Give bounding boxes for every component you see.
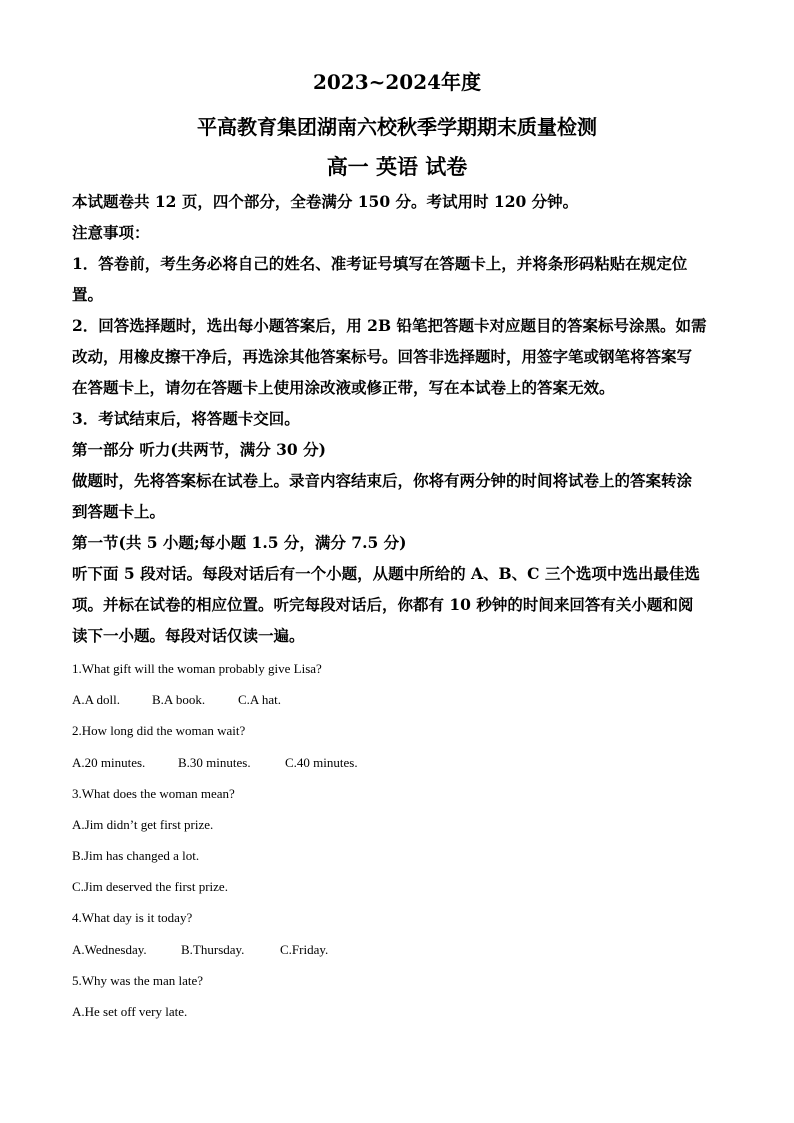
question-3-option-a: A.Jim didn’t get first prize.	[72, 817, 214, 832]
option-a: A.A doll.	[72, 692, 121, 707]
question-3-option-c: C.Jim deserved the first prize.	[72, 879, 228, 894]
option-b: B.Thursday.	[181, 942, 245, 957]
question-3: 3.What does the woman mean?	[72, 786, 235, 801]
question-4-options	[72, 941, 328, 959]
question-5: 5.Why was the man late?	[72, 973, 204, 988]
exam-organization: 平高教育集团湖南六校秋季学期期末质量检测	[197, 115, 597, 139]
section1-desc-line-1: 听下面 5 段对话。每段对话后有一个小题，从题中所给的 A、B、C 三个选项中选出最佳选	[72, 564, 700, 583]
question-2-options	[72, 754, 358, 772]
section1-desc-line-3: 读下一小题。每段对话仅读一遍。	[72, 626, 305, 645]
option-c: C.A hat.	[238, 692, 281, 707]
question-3-option-b: B.Jim has changed a lot.	[72, 848, 200, 863]
notice-1-line-1: 1．答卷前，考生务必将自己的姓名、准考证号填写在答题卡上，并将条形码粘贴在规定位	[72, 254, 688, 273]
section1-title: 第一节(共 5 小题;每小题 1.5 分，满分 7.5 分)	[72, 533, 407, 552]
section1-desc-line-2: 项。并标在试卷的相应位置。听完每段对话后，你都有 10 秒钟的时间来回答有关小题和阅	[72, 595, 694, 614]
question-2: 2.How long did the woman wait?	[72, 723, 246, 738]
notice-title: 注意事项：	[72, 223, 150, 242]
notice-2-line-1: 2．回答选择题时，选出每小题答案后，用 2B 铅笔把答题卡对应题目的答案标号涂黑。如需	[72, 316, 707, 335]
option-c: C.40 minutes.	[285, 755, 358, 770]
exam-year: 2023~2024年度	[312, 70, 482, 94]
question-4: 4.What day is it today?	[72, 910, 193, 925]
exam-summary: 本试题卷共 12 页，四个部分，全卷满分 150 分。考试用时 120 分钟。	[72, 192, 579, 211]
question-5-option-a: A.He set off very late.	[72, 1004, 188, 1019]
exam-subject-title: 高一 英语 试卷	[326, 154, 468, 179]
question-1-options	[72, 691, 281, 709]
notice-1-line-2: 置。	[72, 285, 104, 304]
notice-2-line-2: 改动，用橡皮擦干净后，再选涂其他答案标号。回答非选择题时，用签字笔或钢笔将答案写	[72, 347, 693, 366]
option-b: B.A book.	[152, 692, 206, 707]
part1-desc-line-2: 到答题卡上。	[72, 502, 166, 521]
option-c: C.Friday.	[280, 942, 329, 957]
option-b: B.30 minutes.	[178, 755, 251, 770]
question-1: 1.What gift will the woman probably give Lisa?	[72, 661, 322, 676]
option-a: A.Wednesday.	[72, 942, 147, 957]
notice-2-line-3: 在答题卡上，请勿在答题卡上使用涂改液或修正带，写在本试卷上的答案无效。	[72, 378, 615, 397]
notice-3: 3．考试结束后，将答题卡交回。	[72, 409, 300, 428]
part1-title: 第一部分 听力(共两节，满分 30 分)	[72, 440, 326, 459]
option-a: A.20 minutes.	[72, 755, 146, 770]
part1-desc-line-1: 做题时，先将答案标在试卷上。录音内容结束后，你将有两分钟的时间将试卷上的答案转涂	[72, 471, 693, 490]
